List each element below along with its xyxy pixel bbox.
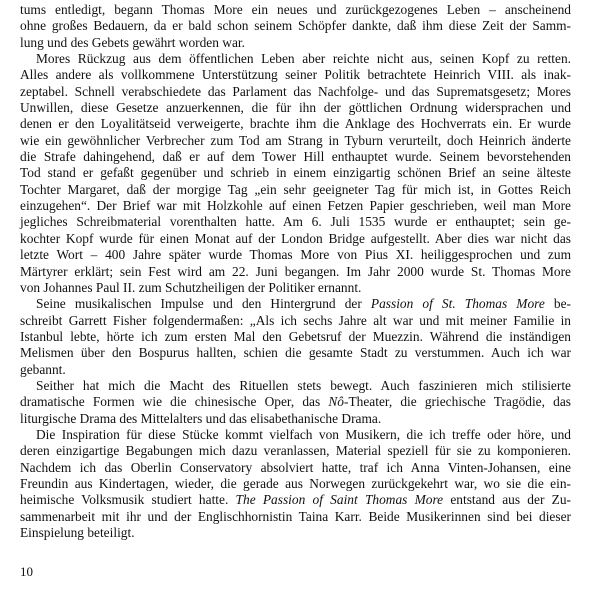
text-line: Unwillen, diese Gesetze anzuerkennen, die für ihn der göttlichen Ordnung widersprachen und — [20, 100, 571, 116]
text-line: die Strafe dahingehend, daß er auf dem Tower Hill enthauptet wurde. Seinem bevorstehenden — [20, 149, 571, 165]
text-line: Melismen über den Bospurus hallten, schien die gesamte Stadt zu verstummen. Auch ich war — [20, 345, 571, 361]
paragraph — [20, 2, 571, 51]
text-line: Tod stand er gefaßt gegenüber und schrieb in einem einzigartig schönen Brief an seine älteste — [20, 165, 571, 181]
text-line: ohne großes Bedauern, da er bald schon seinem Schöpfer dankte, daß ihm diese Zeit der Samm- — [20, 18, 571, 34]
text-line: Freundin aus Kindertagen, wieder, die gerade aus Norwegen zurückgekehrt war, wo sie die ein- — [20, 475, 571, 491]
text-line: von Johannes Paul II. zum Schutzheiligen der Politiker ernannt. — [20, 279, 362, 295]
paragraph — [20, 378, 571, 427]
text-line: denen er den Loyalitätseid verweigerte, brachte ihm die Anklage des Hochverrats ein. Er wurde — [20, 116, 571, 132]
text-line: Tochter Margaret, daß der morgige Tag „ein sehr geeigneter Tag für mich ist, in Gottes Reich — [20, 181, 571, 197]
text-line: dramatische Formen wie die chinesische Oper, das Nô-Theater, die griechische Tragödie, das — [20, 394, 571, 410]
body-text — [20, 2, 571, 541]
text-line: liturgische Drama des Mittelalters und das elisabethanische Drama. — [20, 410, 382, 426]
text-line: Alles andere als vollkommene Unterstützung seiner Politik betrachtete Heinrich VIII. als inak- — [20, 67, 571, 83]
text-line: Nachdem ich das Oberlin Conservatory absolviert hatte, traf ich Anna Vinten-Johansen, eine — [20, 459, 571, 475]
text-line: zeptabel. Schnell verabschiedete das Parlament das Nachfolge- und das Suprematsgesetz; Mores — [20, 83, 571, 99]
text-line: schreibt Garrett Fisher folgendermaßen: „Als ich sechs Jahre alt war und mit meiner Familie in — [20, 312, 571, 328]
text-line: Einspielung beteiligt. — [20, 525, 135, 540]
text-line: Mores Rückzug aus dem öffentlichen Leben aber reichte nicht aus, seinen Kopf zu retten. — [36, 51, 571, 67]
text-line: wie ein gewöhnlicher Verbrecher zum Tod am Strang in Tyburn verurteilt, doch Heinrich änderte — [20, 132, 571, 148]
page-number: 10 — [20, 564, 33, 579]
text-line: heimische Volksmusik studiert hatte. The Passion of Saint Thomas More entstand aus der Zu- — [20, 492, 571, 508]
paragraph — [20, 51, 571, 296]
text-line: einzugehen“. Der Brief war mit Holzkohle auf einen Fetzen Papier geschrieben, weil man More — [20, 198, 571, 214]
paragraph — [20, 296, 571, 378]
text-line: kochter Kopf wurde für einen Monat auf der London Bridge aufgestellt. Aber dies war nicht das — [20, 230, 571, 246]
text-line: letzte Wort – 400 Jahre später wurde Thomas More von Pius XI. heiliggesprochen und zum — [20, 247, 571, 263]
text-line: deren einzigartige Begabungen mich dazu veranlassen, Material speziell für sie zu komponieren. — [20, 443, 571, 459]
text-line: sammenarbeit mit ihr und der Englischhornistin Taina Karr. Beide Musikerinnen sind bei dieser — [20, 508, 571, 524]
text-line: Die Inspiration für diese Stücke kommt vielfach von Musikern, die ich treffe oder höre, und — [36, 426, 571, 442]
text-line: gebannt. — [20, 361, 66, 377]
text-line: jegliches Schreibmaterial vorenthalten hatte. Am 6. Juli 1535 wurde er enthauptet; sein ge- — [20, 214, 571, 230]
text-line: Seine musikalischen Impulse und den Hintergrund der Passion of St. Thomas More be- — [36, 296, 571, 312]
text-line: tums entledigt, begann Thomas More ein neues und zurückgezogenes Leben – anscheinend — [20, 2, 571, 17]
text-line: Märtyrer erklärt; sein Fest wird am 22. Juni begangen. Im Jahr 2000 wurde St. Thomas More — [20, 263, 571, 279]
text-line: Istanbul lebte, hörte ich zum ersten Mal den Gebetsruf der Muezzin. Während die inständigen — [20, 328, 571, 344]
text-line: Seither hat mich die Macht des Rituellen stets bewegt. Auch faszinieren mich stilisierte — [36, 377, 571, 393]
text-line: lung und des Gebets gewährt worden war. — [20, 34, 245, 50]
paragraph — [20, 427, 571, 541]
